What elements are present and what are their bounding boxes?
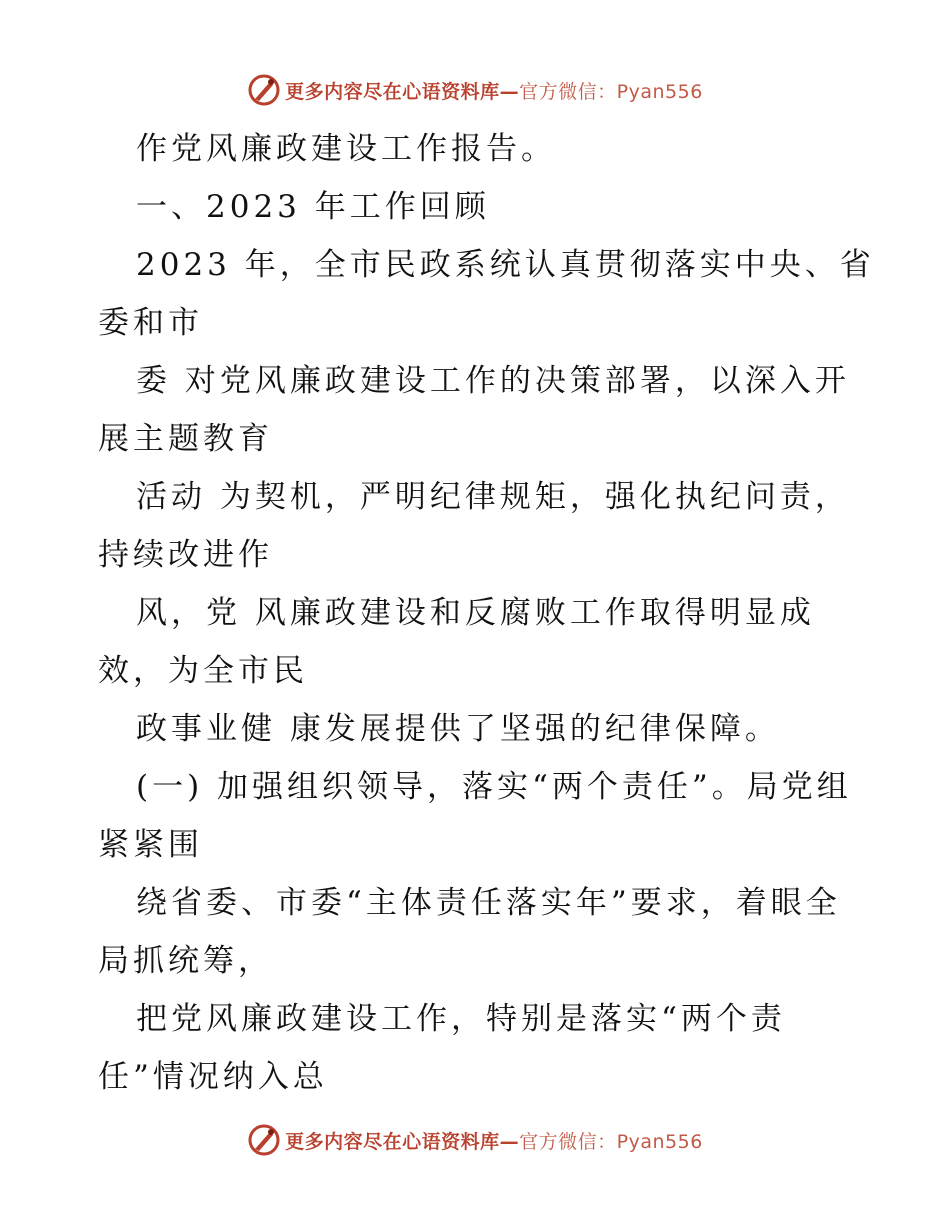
text-line: 委和市	[98, 305, 203, 341]
text-line: 局抓统筹，	[98, 943, 273, 979]
watermark-wechat: 官方微信：Pyan556	[519, 80, 703, 103]
quill-seal-icon	[247, 73, 281, 107]
text-line: 效，为全市民	[98, 653, 308, 689]
text-line: 2023 年，全市民政系统认真贯彻落实中央、省	[136, 247, 875, 283]
watermark-wechat: 官方微信：Pyan556	[519, 1130, 703, 1153]
watermark-text: 更多内容尽在心语资料库—	[285, 1130, 520, 1153]
text-line: 绕省委、市委“主体责任落实年”要求，着眼全	[136, 885, 841, 921]
watermark-header	[0, 70, 950, 110]
document-body	[98, 120, 875, 1106]
text-line: 一、2023 年工作回顾	[136, 189, 490, 225]
text-line: 任”情况纳入总	[98, 1059, 328, 1095]
text-line: 政事业健 康发展提供了坚强的纪律保障。	[136, 711, 780, 747]
text-line: 持续改进作	[98, 537, 273, 573]
text-line: 风，党 风廉政建设和反腐败工作取得明显成	[136, 595, 815, 631]
watermark-text: 更多内容尽在心语资料库—	[285, 80, 520, 103]
text-line: 展主题教育	[98, 421, 273, 457]
text-line: 把党风廉政建设工作，特别是落实“两个责	[136, 1001, 786, 1037]
text-line: 委 对党风廉政建设工作的决策部署，以深入开	[136, 363, 850, 399]
quill-seal-icon	[247, 1123, 281, 1157]
text-line: 紧紧围	[98, 827, 203, 863]
watermark-footer	[0, 1120, 950, 1160]
text-line: (一) 加强组织领导，落实“两个责任”。局党组	[136, 769, 852, 805]
text-line: 作党风廉政建设工作报告。	[136, 131, 556, 167]
text-line: 活动 为契机，严明纪律规矩，强化执纪问责，	[136, 479, 850, 515]
